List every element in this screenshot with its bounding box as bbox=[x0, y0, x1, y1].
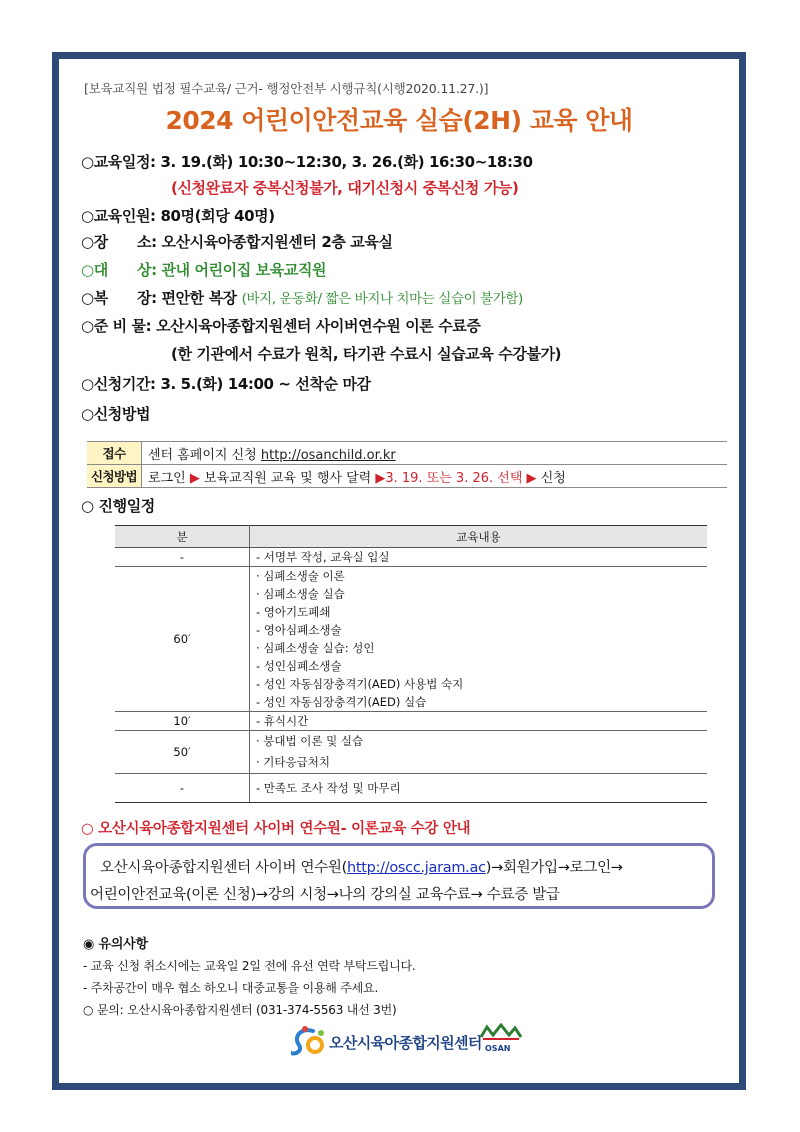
target-label: ○대 상: bbox=[81, 261, 157, 279]
contact-info: ○ 문의: 오산시육아종합지원센터 (031-374-5563 내선 3번) bbox=[83, 1003, 397, 1017]
target-value: 관내 어린이집 보육교직원 bbox=[161, 261, 327, 279]
schedule-time: 50′ bbox=[115, 731, 250, 774]
table-row bbox=[115, 731, 707, 774]
schedule-table bbox=[115, 525, 707, 803]
prep-label: ○준 비 물: bbox=[81, 317, 152, 335]
osan-city-label: OSAN bbox=[485, 1044, 511, 1053]
clothes-label: ○복 장: bbox=[81, 289, 157, 307]
period-label: ○신청기간: bbox=[81, 375, 156, 393]
schedule-label: ○교육일정: bbox=[81, 153, 156, 171]
step-login: 로그인 bbox=[148, 470, 186, 486]
prep-note: (한 기관에서 수료가 원칙, 타기관 수료시 실습교육 수강불가) bbox=[171, 345, 562, 363]
cyber-line1-prefix: 오산시육아종합지원센터 사이버 연수원( bbox=[100, 860, 347, 876]
info-place bbox=[81, 231, 393, 252]
footer-logo bbox=[291, 1023, 511, 1059]
list-item: · 심폐소생술 실습: 성인 bbox=[256, 641, 375, 655]
info-prep bbox=[81, 315, 480, 336]
list-item: - 영아기도폐쇄 bbox=[256, 605, 331, 619]
table-row bbox=[115, 712, 707, 731]
list-item: - 성인심폐소생술 bbox=[256, 659, 342, 673]
list-item: - 서명부 작성, 교육실 입실 bbox=[256, 550, 390, 564]
arrow-icon: ▶ bbox=[189, 470, 200, 486]
list-item: - 성인 자동심장충격기(AED) 사용법 숙지 bbox=[256, 677, 464, 691]
list-item: - 휴식시간 bbox=[256, 714, 309, 728]
homepage-link[interactable]: http://osanchild.or.kr bbox=[260, 447, 396, 463]
cyber-academy-box bbox=[83, 843, 715, 909]
schedule-content bbox=[250, 774, 708, 803]
list-item: · 붕대법 이론 및 실습 bbox=[256, 734, 364, 748]
apply-method-cell bbox=[142, 465, 728, 488]
apply-reception-cell bbox=[142, 442, 728, 465]
schedule-time: - bbox=[115, 774, 250, 803]
osan-city-logo-icon bbox=[479, 1023, 523, 1043]
reception-text: 센터 홈페이지 신청 bbox=[148, 447, 257, 463]
info-clothes bbox=[81, 287, 523, 308]
apply-head-reception: 접수 bbox=[87, 442, 142, 465]
cyber-line1-suffix: )→회원가입→로그인→ bbox=[485, 860, 623, 876]
schedule-content bbox=[250, 731, 708, 774]
schedule-header-row bbox=[115, 526, 707, 548]
legal-basis-note: [보육교직원 법정 필수교육/ 근거- 행정안전부 시행규칙(시행2020.11.27.)] bbox=[84, 81, 489, 96]
apply-row-method bbox=[87, 465, 727, 488]
step-apply: 신청 bbox=[540, 470, 566, 486]
people-label: ○교육인원: bbox=[81, 207, 156, 225]
apply-method-heading: ○신청방법 bbox=[81, 405, 151, 423]
people-value: 80명(회당 40명) bbox=[160, 207, 275, 225]
info-period bbox=[81, 373, 371, 394]
cyber-line-2: 어린이안전교육(이론 신청)→강의 시청→나의 강의실 교육수료→ 수료증 발급 bbox=[90, 887, 560, 903]
arrow-icon: ▶ bbox=[526, 470, 537, 486]
cyber-academy-title: ○ 오산시육아종합지원센터 사이버 연수원- 이론교육 수강 안내 bbox=[81, 821, 471, 837]
period-value: 3. 5.(화) 14:00 ~ 선착순 마감 bbox=[160, 375, 371, 393]
schedule-content bbox=[250, 567, 708, 712]
info-target bbox=[81, 259, 326, 280]
info-schedule bbox=[81, 151, 533, 172]
clothes-value: 편안한 복장 bbox=[161, 289, 237, 307]
schedule-content bbox=[250, 712, 708, 731]
arrow-icon: ▶ bbox=[375, 470, 386, 486]
step-select-date: 3. 19. 또는 3. 26. 선택 bbox=[385, 470, 523, 486]
table-row bbox=[115, 548, 707, 567]
schedule-col-time: 분 bbox=[115, 526, 250, 548]
clothes-note: (바지, 운동화/ 짧은 바지나 치마는 실습이 불가함) bbox=[241, 291, 523, 307]
table-row bbox=[115, 774, 707, 803]
progress-heading: ○ 진행일정 bbox=[81, 497, 155, 515]
center-logo-icon bbox=[291, 1025, 325, 1057]
page-title: 2024 어린이안전교육 실습(2H) 교육 안내 bbox=[165, 106, 633, 135]
apply-table bbox=[87, 441, 727, 488]
place-label: ○장 소: bbox=[81, 233, 157, 251]
cyber-line-1 bbox=[100, 856, 623, 877]
schedule-time: 60′ bbox=[115, 567, 250, 712]
list-item: · 기타응급처치 bbox=[256, 755, 330, 769]
list-item: · 심폐소생술 이론 bbox=[256, 569, 345, 583]
table-row bbox=[115, 567, 707, 712]
step-calendar: 보육교직원 교육 및 행사 달력 bbox=[203, 470, 372, 486]
list-item: - 만족도 조사 작성 및 마무리 bbox=[256, 781, 401, 795]
apply-head-method: 신청방법 bbox=[87, 465, 142, 488]
place-value: 오산시육아종합지원센터 2층 교육실 bbox=[161, 233, 393, 251]
schedule-value: 3. 19.(화) 10:30~12:30, 3. 26.(화) 16:30~18:30 bbox=[160, 153, 533, 171]
document-frame bbox=[52, 52, 746, 1090]
apply-row-reception bbox=[87, 442, 727, 465]
notes-heading: ◉ 유의사항 bbox=[83, 937, 148, 952]
schedule-col-content: 교육내용 bbox=[250, 526, 708, 548]
note-parking: - 주차공간이 매우 협소 하오니 대중교통을 이용해 주세요. bbox=[83, 981, 379, 995]
cyber-academy-link[interactable]: http://oscc.jaram.ac bbox=[347, 860, 486, 876]
center-name-logo: 오산시육아종합지원센터 bbox=[329, 1034, 482, 1052]
info-people bbox=[81, 205, 275, 226]
note-cancel: - 교육 신청 취소시에는 교육일 2일 전에 유선 연락 부탁드립니다. bbox=[83, 959, 416, 973]
list-item: - 성인 자동심장충격기(AED) 실습 bbox=[256, 695, 427, 709]
schedule-time: 10′ bbox=[115, 712, 250, 731]
schedule-note: (신청완료자 중복신청불가, 대기신청시 중복신청 가능) bbox=[171, 179, 519, 197]
list-item: - 영아심폐소생술 bbox=[256, 623, 342, 637]
prep-value: 오산시육아종합지원센터 사이버연수원 이론 수료증 bbox=[156, 317, 481, 335]
list-item: · 심폐소생술 실습 bbox=[256, 587, 345, 601]
schedule-content bbox=[250, 548, 708, 567]
schedule-time: - bbox=[115, 548, 250, 567]
